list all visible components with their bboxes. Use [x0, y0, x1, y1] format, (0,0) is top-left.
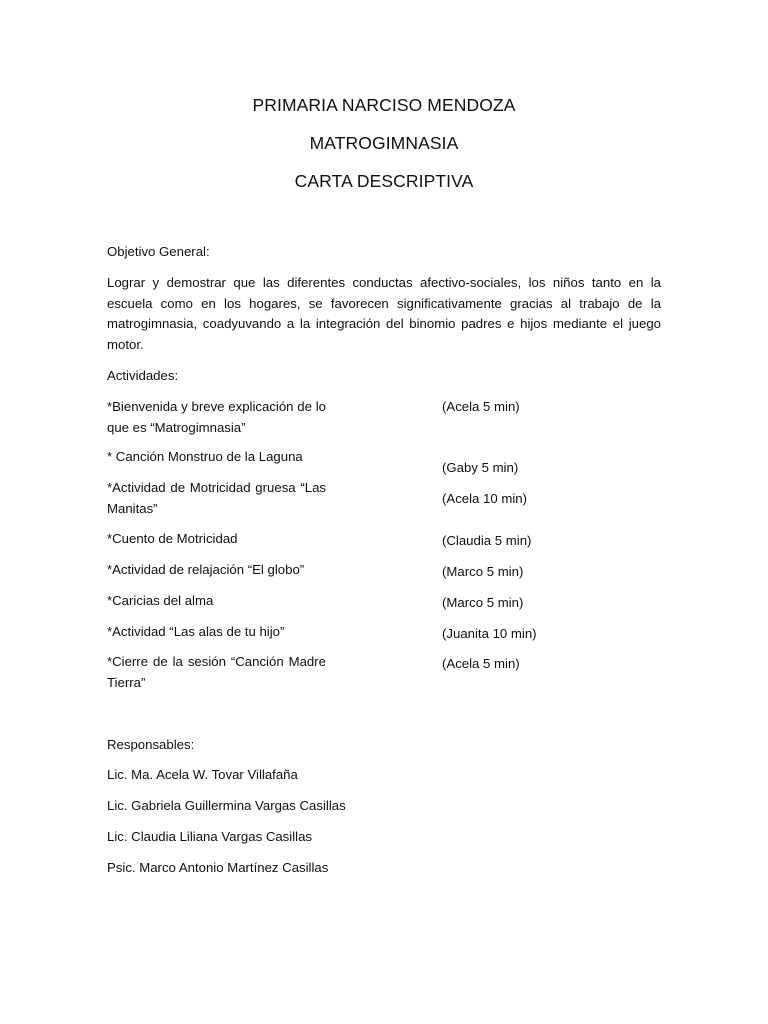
activities-label: Actividades: [107, 368, 179, 383]
activity-item: *Caricias del alma [107, 593, 214, 608]
school-title: PRIMARIA NARCISO MENDOZA [252, 95, 516, 115]
activity-responsible: (Marco 5 min) [442, 595, 524, 610]
responsable-name: Lic. Ma. Acela W. Tovar Villafaña [107, 767, 298, 782]
activity-responsible: (Marco 5 min) [442, 564, 524, 579]
activity-item: *Actividad “Las alas de tu hijo” [107, 624, 285, 639]
activity-responsible: (Acela 5 min) [442, 399, 520, 414]
activity-responsible: (Juanita 10 min) [442, 626, 537, 641]
activity-responsible: (Acela 5 min) [442, 656, 520, 671]
activity-responsible: (Acela 10 min) [442, 491, 528, 506]
document-type-title: CARTA DESCRIPTIVA [294, 171, 474, 191]
objective-text: Lograr y demostrar que las diferentes conductas afectivo-sociales, los niños tanto en la escuela como en los hogares, se favorecen significativamente gracias al trabajo de la matrogimnasia, coadyuvando a la integración del binomio padres e hijos mediante el juego motor. [107, 275, 661, 352]
responsable-name: Lic. Claudia Liliana Vargas Casillas [107, 829, 312, 844]
activity-responsible: (Gaby 5 min) [442, 460, 519, 475]
activity-item: *Bienvenida y breve explicación de lo que es “Matrogimnasia” [107, 399, 326, 435]
activity-item: *Cuento de Motricidad [107, 531, 238, 546]
activity-item: *Actividad de Motricidad gruesa “Las Manitas” [107, 480, 326, 516]
responsable-name: Lic. Gabriela Guillermina Vargas Casillas [107, 798, 346, 813]
responsables-label: Responsables: [107, 737, 195, 752]
activity-item: *Cierre de la sesión “Canción Madre Tierra” [107, 654, 326, 690]
activity-item: *Actividad de relajación “El globo” [107, 562, 305, 577]
activity-responsible: (Claudia 5 min) [442, 533, 532, 548]
responsable-name: Psic. Marco Antonio Martínez Casillas [107, 860, 329, 875]
program-title: MATROGIMNASIA [309, 133, 459, 153]
objective-label: Objetivo General: [107, 244, 210, 259]
activity-item: * Canción Monstruo de la Laguna [107, 449, 303, 464]
